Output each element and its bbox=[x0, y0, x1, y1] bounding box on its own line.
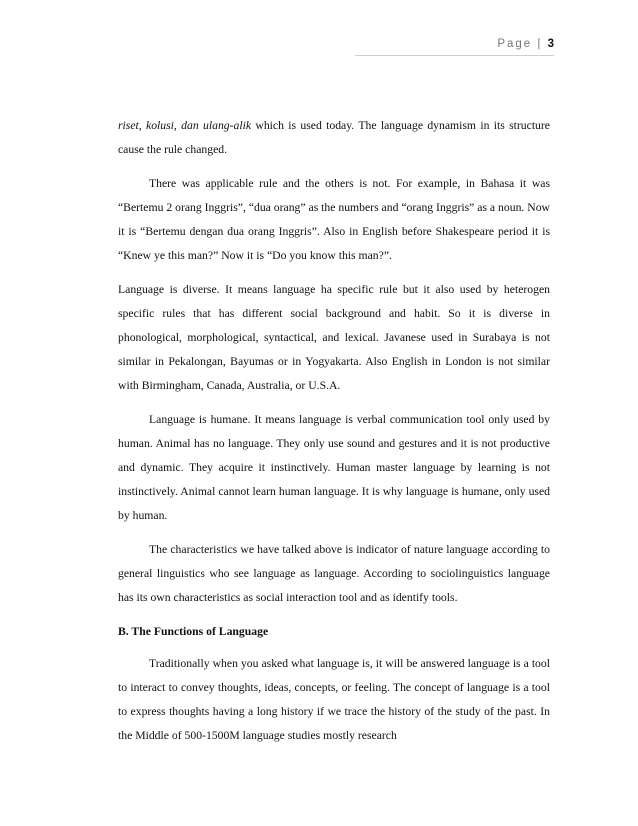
page-separator: | bbox=[537, 38, 543, 50]
header-divider bbox=[355, 55, 554, 56]
page-header bbox=[497, 38, 554, 50]
page-label: Page bbox=[497, 38, 533, 50]
paragraph-3: Language is diverse. It means language ha specific rule but it also used by heterogen specific rules that has different social background and habit. So it is diverse in phonological, morphological, syntactical, and lexical. Javanese used in Surabaya is not similar in Pekalongan, Bayumas or in Yogyakarta. Also English in London is not similar with Birmingham, Canada, Australia, or U.S.A. bbox=[118, 283, 550, 392]
section-heading: B. The Functions of Language bbox=[118, 625, 269, 638]
paragraph-1-italic: riset, kolusi, dan ulang-alik bbox=[118, 119, 252, 132]
paragraph-6: Traditionally when you asked what language is, it will be answered language is a tool to interact to convey thoughts, ideas, concepts, or feeling. The concept of language is a tool to express thoughts having a long history if we trace the history of the study of the past. In the Middle of 500-1500M language studies mostly research bbox=[118, 657, 550, 742]
page-number: 3 bbox=[547, 38, 554, 50]
paragraph-1 bbox=[118, 114, 550, 162]
paragraph-4: Language is humane. It means language is verbal communication tool only used by human. Animal has no language. They only use sound and gestures and it is not productive and dynamic. They acquire it instinctively. Human master language by learning is not instinctively. Animal cannot learn human language. It is why language is humane, only used by human. bbox=[118, 413, 550, 522]
document-body bbox=[118, 114, 550, 758]
paragraph-5: The characteristics we have talked above is indicator of nature language according to general linguistics who see language as language. According to sociolinguistics language has its own characteristics as social interaction tool and as identify tools. bbox=[118, 543, 550, 604]
paragraph-2: There was applicable rule and the others is not. For example, in Bahasa it was “Bertemu 2 orang Inggris”, “dua orang” as the numbers and “orang Inggris” as a noun. Now it is “Bertemu dengan dua orang Inggris”. Also in English before Shakespeare period it is “Knew ye this man?” Now it is “Do you know this man?”. bbox=[118, 177, 550, 262]
paragraph-1-text: which is used today. The language dynamism in its structure cause the rule changed. bbox=[118, 119, 550, 156]
